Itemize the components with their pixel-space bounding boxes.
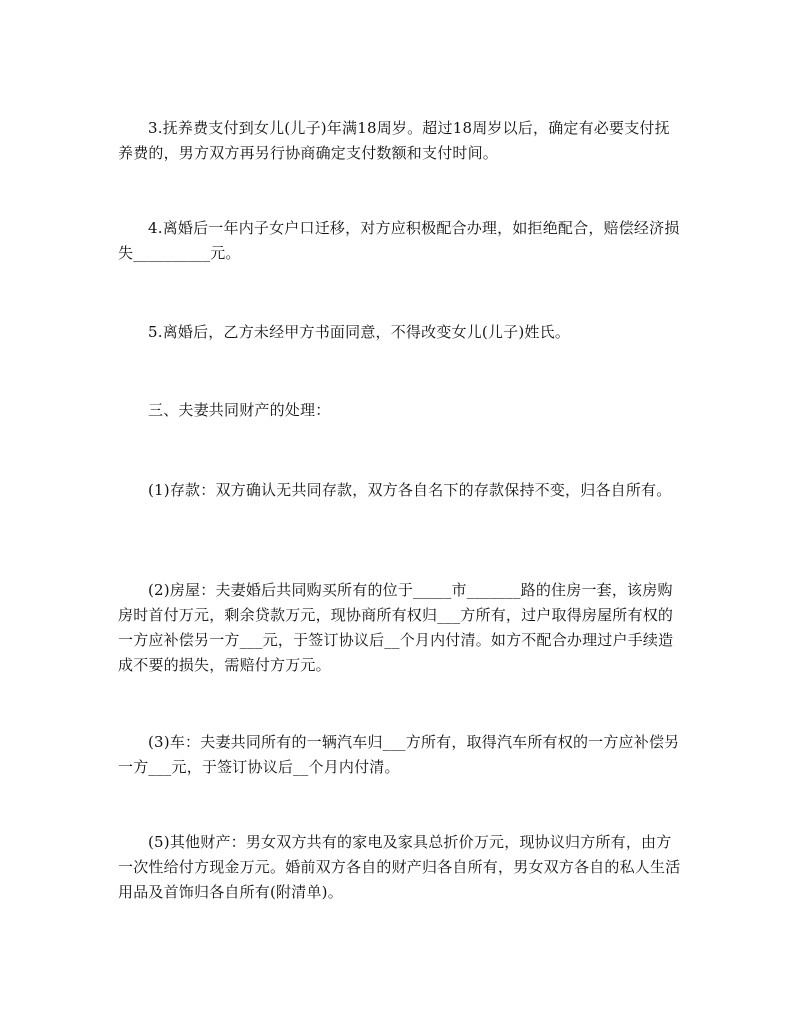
- paragraph-household-registration: 4.离婚后一年内子女户口迁移，对方应积极配合办理，如拒绝配合，赔偿经济损失__________元。: [118, 219, 680, 262]
- paragraph-car: (3)车：夫妻共同所有的一辆汽车归___方所有，取得汽车所有权的一方应补偿另一方___元，于签订协议后__个月内付清。: [118, 733, 680, 776]
- section-heading-joint-property: 三、夫妻共同财产的处理：: [148, 401, 331, 419]
- paragraph-surname: 5.离婚后，乙方未经甲方书面同意，不得改变女儿(儿子)姓氏。: [148, 323, 571, 341]
- paragraph-other-property: (5)其他财产：男女双方共有的家电及家具总折价万元，现协议归方所有，由方一次性给付方现金万元。婚前双方各自的财产归各自所有，男女双方各自的私人生活用品及首饰归各自所有(附清单)。: [118, 833, 681, 901]
- paragraph-child-support-duration: 3.抚养费支付到女儿(儿子)年满18周岁。超过18周岁以后，确定有必要支付抚养费的，男方双方再另行协商确定支付数额和支付时间。: [118, 119, 670, 162]
- paragraph-house: (2)房屋：夫妻婚后共同购买所有的位于_____市_______路的住房一套，该房购房时首付万元，剩余贷款万元，现协商所有权归___方所有，过户取得房屋所有权的一方应补偿另一方___元，于签订协议后__个月内付清。如方不配合办理过户手续造成不要的损失，需赔付方万元。: [118, 581, 674, 674]
- paragraph-deposits: (1)存款：双方确认无共同存款，双方各自名下的存款保持不变，归各自所有。: [148, 481, 672, 499]
